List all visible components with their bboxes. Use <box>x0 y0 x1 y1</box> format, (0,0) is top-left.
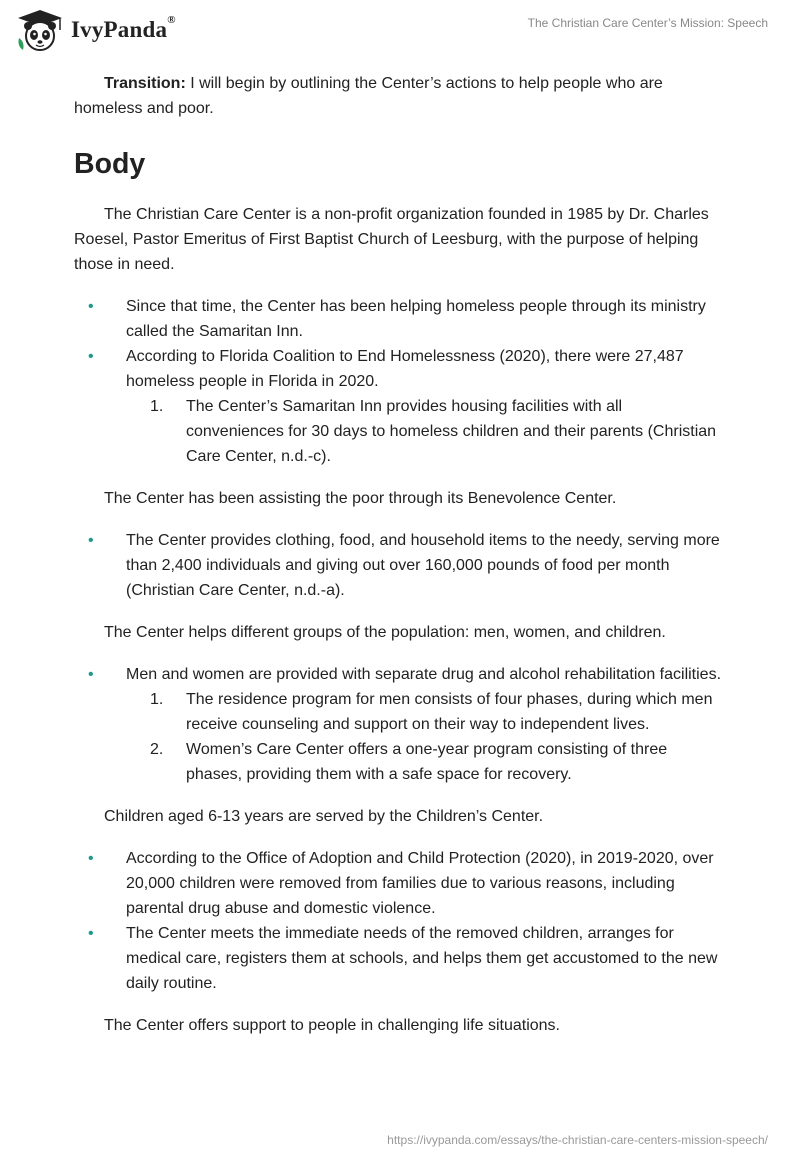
item-number: 1. <box>150 398 164 415</box>
essay-content <box>74 70 724 1055</box>
list-item: • The Center meets the immediate needs of the removed children, arranges for medical care, registers them at schools, and helps them get accustomed to the new daily routine. <box>74 921 724 996</box>
bullet-list <box>74 846 724 996</box>
bullet-list <box>74 662 724 787</box>
list-item: • Men and women are provided with separate drug and alcohol rehabilitation facilities. 1. The residence program for men consists of four phases, during which men receive counseling and support on their way to independent lives. 2. Women’s Care Center offers a one-year program consisting of three phases, providing them with a safe space for recovery. <box>74 662 724 787</box>
bullet-icon: • <box>88 850 94 867</box>
item-number: 1. <box>150 691 164 708</box>
bullet-icon: • <box>88 348 94 365</box>
document-title: The Christian Care Center’s Mission: Speech <box>527 16 768 30</box>
panda-icon <box>15 8 65 52</box>
source-url-link[interactable]: https://ivypanda.com/essays/the-christian-care-centers-mission-speech/ <box>387 1133 768 1147</box>
registered-mark: ® <box>167 14 176 26</box>
list-item: • According to the Office of Adoption and Child Protection (2020), in 2019-2020, over 20,000 children were removed from families due to various reasons, including parental drug abuse and domestic violence. <box>74 846 724 921</box>
numbered-list <box>126 394 724 469</box>
section-paragraph: The Center helps different groups of the population: men, women, and children. <box>104 624 666 641</box>
item-number: 2. <box>150 741 164 758</box>
section-paragraph: The Christian Care Center is a non-profit organization founded in 1985 by Dr. Charles Roesel, Pastor Emeritus of First Baptist Church of Leesburg, with the purpose of helping those in need. <box>74 206 709 273</box>
list-item: • The Center provides clothing, food, and household items to the needy, serving more than 2,400 individuals and giving out over 160,000 pounds of food per month (Christian Care Center, n.d.-a). <box>74 528 724 603</box>
bullet-list <box>74 528 724 603</box>
section-paragraph: The Center has been assisting the poor through its Benevolence Center. <box>104 490 617 507</box>
transition-text: I will begin by outlining the Center’s actions to help people who are homeless and poor. <box>74 75 663 117</box>
closing-paragraph: The Center offers support to people in challenging life situations. <box>104 1017 560 1034</box>
bullet-icon: • <box>88 925 94 942</box>
page-header <box>0 0 800 70</box>
numbered-item: 2. Women’s Care Center offers a one-year program consisting of three phases, providing them with a safe space for recovery. <box>74 737 724 787</box>
bullet-icon: • <box>88 532 94 549</box>
bullet-list <box>74 294 724 469</box>
brand-name: IvyPanda® <box>71 14 176 42</box>
numbered-item: 1. The Center’s Samaritan Inn provides housing facilities with all conveniences for 30 days to homeless children and their parents (Christian Care Center, n.d.-c). <box>74 394 724 469</box>
transition-label: Transition: <box>104 75 186 92</box>
list-item: • Since that time, the Center has been helping homeless people through its ministry called the Samaritan Inn. <box>74 294 724 344</box>
numbered-item: 1. The residence program for men consists of four phases, during which men receive counseling and support on their way to independent lives. <box>74 687 724 737</box>
transition-paragraph <box>74 71 724 121</box>
numbered-list <box>126 687 724 787</box>
bullet-icon: • <box>88 666 94 683</box>
body-heading: Body <box>74 148 146 180</box>
section-paragraph: Children aged 6-13 years are served by the Children’s Center. <box>104 808 544 825</box>
ivypanda-logo[interactable] <box>15 8 176 52</box>
list-item: • According to Florida Coalition to End Homelessness (2020), there were 27,487 homeless people in Florida in 2020. 1. The Center’s Samaritan Inn provides housing facilities with all conveniences for 30 days to homeless children and their parents (Christian Care Center, n.d.-c). <box>74 344 724 469</box>
bullet-icon: • <box>88 298 94 315</box>
